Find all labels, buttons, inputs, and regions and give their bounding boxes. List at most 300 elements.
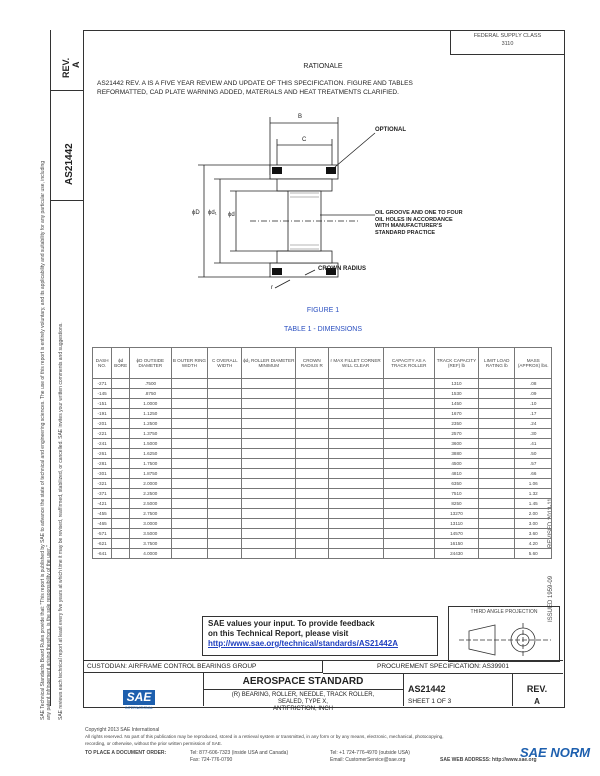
table-cell xyxy=(296,419,328,429)
table-cell: 2.00 xyxy=(515,509,552,519)
table-header-cell: CAPACITY AS A TRACK ROLLER xyxy=(383,348,434,379)
table-cell xyxy=(208,549,242,559)
table-cell: -145 xyxy=(93,389,112,399)
table-row xyxy=(93,469,552,479)
table-cell xyxy=(171,419,208,429)
table-cell xyxy=(171,539,208,549)
table-cell xyxy=(479,399,515,409)
table-cell: -221 xyxy=(93,429,112,439)
side-notice-text: SAE Technical Standards Board Rules provide that: "This report is published by SAE to advance the state of technical and engineering sciences. The use of this report is entirely voluntary, and its applicability and suitability for any particular use, including any patent infringement arising therefrom, is the sole responsibility of the user." xyxy=(40,160,52,720)
table-row xyxy=(93,479,552,489)
table-row xyxy=(93,379,552,389)
side-rev-value: A xyxy=(71,61,81,68)
table-cell: 1.45 xyxy=(515,499,552,509)
table-cell: 4.0000 xyxy=(130,549,172,559)
watermark-sae-norm: SAE NORM xyxy=(520,745,591,760)
table-cell xyxy=(242,539,296,549)
table-cell xyxy=(112,499,130,509)
table-cell xyxy=(112,469,130,479)
table-cell xyxy=(479,509,515,519)
table-body xyxy=(93,379,552,559)
table-cell xyxy=(112,529,130,539)
table-cell: 1.7500 xyxy=(130,459,172,469)
table-cell xyxy=(328,409,383,419)
fsc-label: FEDERAL SUPPLY CLASS xyxy=(473,33,542,39)
fig-label-b: B xyxy=(298,114,303,120)
table-cell: 1.8750 xyxy=(130,469,172,479)
table-cell xyxy=(112,419,130,429)
table-cell xyxy=(479,449,515,459)
table-cell: -261 xyxy=(93,449,112,459)
table-cell: 2350 xyxy=(434,419,478,429)
table-cell xyxy=(242,399,296,409)
table-cell xyxy=(208,419,242,429)
table-cell: -465 xyxy=(93,519,112,529)
table-cell xyxy=(383,399,434,409)
table-cell: 1.32 xyxy=(515,489,552,499)
revised-date: REVISED 2013-11 xyxy=(548,498,554,548)
table-cell: -371 xyxy=(93,489,112,499)
table-cell: 1310 xyxy=(434,379,478,389)
table-cell xyxy=(296,489,328,499)
side-doc-number: AS21442 xyxy=(64,143,75,185)
table-cell: 1.5000 xyxy=(130,439,172,449)
table-cell xyxy=(296,469,328,479)
fig-label-c: C xyxy=(302,137,307,143)
table-cell xyxy=(171,439,208,449)
table-cell xyxy=(112,549,130,559)
table-cell xyxy=(296,429,328,439)
rationale-line1: AS21442 REV. A IS A FIVE YEAR REVIEW AND UPDATE OF THIS SPECIFICATION. FIGURE AND TABLES xyxy=(97,80,413,87)
title-divider xyxy=(203,689,403,690)
table-cell xyxy=(479,409,515,419)
table-cell xyxy=(112,439,130,449)
table-cell: .10 xyxy=(515,399,552,409)
table-cell: -281 xyxy=(93,459,112,469)
table-cell xyxy=(328,439,383,449)
table-cell xyxy=(208,389,242,399)
table-cell xyxy=(112,379,130,389)
table-cell xyxy=(242,469,296,479)
table-cell xyxy=(112,519,130,529)
table-cell xyxy=(208,479,242,489)
table-cell: -241 xyxy=(93,439,112,449)
table-cell xyxy=(479,439,515,449)
table-cell: 2.0000 xyxy=(130,479,172,489)
fig-label-oil xyxy=(375,210,463,236)
table-cell xyxy=(383,509,434,519)
table-row xyxy=(93,419,552,429)
table-header-cell: LIMIT LOAD RATING lb xyxy=(479,348,515,379)
table-row xyxy=(93,399,552,409)
table-cell xyxy=(242,459,296,469)
table-cell: -621 xyxy=(93,539,112,549)
table-header-cell: TRACK CAPACITY (REF) lb xyxy=(434,348,478,379)
table-cell xyxy=(208,439,242,449)
table-cell: .30 xyxy=(515,429,552,439)
table-cell xyxy=(208,409,242,419)
title-desc-line1: (R) BEARING, ROLLER, NEEDLE, TRACK ROLLER, xyxy=(231,692,375,698)
sae-logo-sub: INTERNATIONAL xyxy=(125,706,153,710)
table-cell xyxy=(242,479,296,489)
table-header-row xyxy=(93,348,552,379)
table-cell xyxy=(296,479,328,489)
table-cell: 1.1250 xyxy=(130,409,172,419)
table-cell: 2.2500 xyxy=(130,489,172,499)
table-cell: 16150 xyxy=(434,539,478,549)
table-cell xyxy=(171,479,208,489)
table-cell xyxy=(296,399,328,409)
table-cell xyxy=(296,539,328,549)
table-cell xyxy=(296,379,328,389)
table-cell: 1450 xyxy=(434,399,478,409)
table-header-cell: r MAX FILLET CORNER WILL CLEAR xyxy=(328,348,383,379)
table-cell: -151 xyxy=(93,399,112,409)
table-cell: 7510 xyxy=(434,489,478,499)
table-row xyxy=(93,409,552,419)
title-sheet: SHEET 1 OF 3 xyxy=(408,698,452,705)
table-cell xyxy=(296,499,328,509)
table-cell xyxy=(171,519,208,529)
table-cell xyxy=(479,539,515,549)
table-cell xyxy=(242,409,296,419)
footer-web: SAE WEB ADDRESS: http://www.sae.org xyxy=(440,757,537,763)
table-row xyxy=(93,489,552,499)
table-cell xyxy=(296,439,328,449)
table-cell xyxy=(208,489,242,499)
dimensions-table xyxy=(92,347,552,559)
table-cell xyxy=(112,449,130,459)
table-cell xyxy=(328,489,383,499)
table-cell xyxy=(296,459,328,469)
table-cell xyxy=(171,449,208,459)
table-cell: 4810 xyxy=(434,469,478,479)
table-cell xyxy=(208,539,242,549)
table-row xyxy=(93,389,552,399)
table-cell xyxy=(383,389,434,399)
table-cell: .08 xyxy=(515,379,552,389)
table-cell xyxy=(328,479,383,489)
table-cell xyxy=(171,389,208,399)
table-cell: 6350 xyxy=(434,479,478,489)
feedback-box xyxy=(202,616,438,656)
table-cell xyxy=(479,499,515,509)
table-cell xyxy=(242,509,296,519)
custodian-text: CUSTODIAN: AIRFRAME CONTROL BEARINGS GROUP xyxy=(87,663,257,670)
table-cell xyxy=(479,419,515,429)
table-cell xyxy=(296,389,328,399)
table-cell xyxy=(242,529,296,539)
table-cell xyxy=(171,549,208,559)
table-cell xyxy=(112,399,130,409)
table-cell: 3600 xyxy=(434,439,478,449)
table-cell xyxy=(296,529,328,539)
table-cell xyxy=(328,429,383,439)
table-cell xyxy=(112,509,130,519)
table-cell xyxy=(242,389,296,399)
table-cell: 3.0000 xyxy=(130,519,172,529)
table-cell xyxy=(112,479,130,489)
table-cell: 3.00 xyxy=(515,519,552,529)
table-cell: 5.60 xyxy=(515,549,552,559)
table-cell xyxy=(208,379,242,389)
table-cell: .66 xyxy=(515,469,552,479)
table-cell xyxy=(171,399,208,409)
table-cell: -321 xyxy=(93,479,112,489)
table-row xyxy=(93,439,552,449)
table-cell xyxy=(328,499,383,509)
table-cell xyxy=(479,479,515,489)
table-cell: .17 xyxy=(515,409,552,419)
fig-oil-line1: OIL GROOVE AND ONE TO FOUR xyxy=(375,210,463,216)
projection-label: THIRD ANGLE PROJECTION xyxy=(470,609,538,615)
table-cell xyxy=(383,489,434,499)
table-cell xyxy=(208,529,242,539)
table-cell: 2.7500 xyxy=(130,509,172,519)
table-cell xyxy=(383,379,434,389)
title-doc-number: AS21442 xyxy=(408,684,446,694)
table-cell: -301 xyxy=(93,469,112,479)
table-row xyxy=(93,429,552,439)
table-cell: .7500 xyxy=(130,379,172,389)
footer-email: Email: CustomerService@sae.org xyxy=(330,757,406,763)
table-cell: 8250 xyxy=(434,499,478,509)
table-cell xyxy=(242,379,296,389)
table-cell xyxy=(383,539,434,549)
table-row xyxy=(93,529,552,539)
table-cell: 24430 xyxy=(434,549,478,559)
table-cell xyxy=(208,429,242,439)
footer-copyright: Copyright 2013 SAE International xyxy=(85,727,160,733)
table-cell: 13110 xyxy=(434,519,478,529)
title-rev-value: A xyxy=(534,697,540,706)
table-row xyxy=(93,509,552,519)
table-cell: 4500 xyxy=(434,459,478,469)
table-cell: 3.7500 xyxy=(130,539,172,549)
table-cell xyxy=(112,429,130,439)
title-desc-line2: SEALED, TYPE X, xyxy=(278,699,328,705)
table-cell xyxy=(328,379,383,389)
table-cell xyxy=(242,439,296,449)
table-cell xyxy=(242,449,296,459)
fig-label-r: r xyxy=(271,285,273,291)
table-header-cell: ϕd₁ ROLLER DIAMETER MINIMUM xyxy=(242,348,296,379)
table-cell: .24 xyxy=(515,419,552,429)
bearing-figure xyxy=(180,105,480,305)
table-cell xyxy=(296,519,328,529)
table-cell: .09 xyxy=(515,389,552,399)
table-cell xyxy=(328,549,383,559)
table-cell xyxy=(242,489,296,499)
fig-label-crown: CROWN RADIUS xyxy=(318,266,366,272)
table-cell: -571 xyxy=(93,529,112,539)
title-rev-label: REV. xyxy=(526,684,548,694)
table-cell xyxy=(328,519,383,529)
table-cell xyxy=(479,469,515,479)
feedback-link[interactable]: http://www.sae.org/technical/standards/AS21442A xyxy=(208,639,398,648)
table-cell: -271 xyxy=(93,379,112,389)
fsc-code: 3110 xyxy=(501,41,514,47)
table-cell: 1530 xyxy=(434,389,478,399)
left-column xyxy=(50,30,84,706)
table-cell xyxy=(296,449,328,459)
table-row xyxy=(93,499,552,509)
table-cell xyxy=(208,509,242,519)
fig-label-od: ϕD xyxy=(192,210,200,216)
rationale-heading: RATIONALE xyxy=(303,63,343,70)
side-notice2: SAE reviews each technical report at least every five years at which time it may be revised, reaffirmed, stabilized, or cancelled. SAE invites your written comments and suggestions. xyxy=(58,322,64,720)
table-cell xyxy=(171,429,208,439)
table-cell xyxy=(328,509,383,519)
table-cell xyxy=(208,459,242,469)
fig-oil-line2: OIL HOLES IN ACCORDANCE xyxy=(375,216,453,223)
table-cell xyxy=(112,389,130,399)
table-cell xyxy=(328,469,383,479)
table-header-cell: MASS (APPROX) lbs. xyxy=(515,348,552,379)
table-cell xyxy=(242,519,296,529)
table-cell xyxy=(383,459,434,469)
table-cell xyxy=(479,489,515,499)
table-cell xyxy=(479,549,515,559)
table-cell xyxy=(383,409,434,419)
feedback-line1: SAE values your input. To provide feedback xyxy=(208,619,375,628)
procurement-cell xyxy=(323,660,563,674)
table-cell: 1.0000 xyxy=(130,399,172,409)
table-cell xyxy=(171,459,208,469)
table-cell xyxy=(171,509,208,519)
table-cell: -191 xyxy=(93,409,112,419)
table-cell xyxy=(208,449,242,459)
fsc-box xyxy=(450,30,564,55)
table-cell xyxy=(383,439,434,449)
procurement-text: PROCUREMENT SPECIFICATION: AS39901 xyxy=(377,663,509,670)
table-cell xyxy=(479,429,515,439)
table-row xyxy=(93,539,552,549)
table-cell xyxy=(479,459,515,469)
table-header-cell: ϕd BORE xyxy=(112,348,130,379)
table-cell: .8750 xyxy=(130,389,172,399)
table-row xyxy=(93,519,552,529)
rationale-line2: REFORMATTED, CAD PLATE WARNING ADDED, MATERIALS AND HEAT TREATMENTS CLARIFIED. xyxy=(97,89,399,96)
table-header-cell: CROWN RADIUS R xyxy=(296,348,328,379)
table-cell xyxy=(208,519,242,529)
table-cell xyxy=(112,459,130,469)
table-cell xyxy=(171,409,208,419)
footer-rights2: recording, or otherwise, without the prior written permission of SAE. xyxy=(85,741,223,746)
table-cell xyxy=(171,379,208,389)
table-cell xyxy=(383,519,434,529)
table-header-cell: C OVERALL WIDTH xyxy=(208,348,242,379)
table-cell xyxy=(296,409,328,419)
table-row xyxy=(93,549,552,559)
table-header-cell: B OUTER RING WIDTH xyxy=(171,348,208,379)
table-cell xyxy=(383,429,434,439)
rev-cell xyxy=(51,30,84,91)
table-cell: -201 xyxy=(93,419,112,429)
table-cell xyxy=(383,469,434,479)
sae-logo: SAE xyxy=(123,690,155,705)
table-cell xyxy=(383,479,434,489)
table-cell: 13270 xyxy=(434,509,478,519)
table-cell xyxy=(328,459,383,469)
table-header-cell: DASH NO. xyxy=(93,348,112,379)
projection-box xyxy=(448,606,560,662)
table-cell xyxy=(242,549,296,559)
table-cell xyxy=(479,389,515,399)
aero-standard: AEROSPACE STANDARD xyxy=(242,676,364,687)
table-cell xyxy=(171,469,208,479)
side-rev-label: REV. xyxy=(61,57,71,78)
title-desc-line3: ANTIFRICTION, INCH xyxy=(273,706,333,712)
table-cell: -421 xyxy=(93,499,112,509)
table-row xyxy=(93,459,552,469)
footer-fax: Fax: 724-776-0790 xyxy=(190,757,233,763)
table-cell: 4.20 xyxy=(515,539,552,549)
fig-label-d: ϕd xyxy=(228,212,235,218)
table-cell: 1670 xyxy=(434,409,478,419)
table-cell: 14570 xyxy=(434,529,478,539)
table-cell xyxy=(328,419,383,429)
table-cell xyxy=(383,529,434,539)
table-cell xyxy=(328,529,383,539)
table-cell: 3880 xyxy=(434,449,478,459)
table-cell: 2570 xyxy=(434,429,478,439)
table-cell xyxy=(328,399,383,409)
table-cell xyxy=(208,469,242,479)
footer-tel: Tel: 877-606-7323 (inside USA and Canada) xyxy=(190,750,289,756)
custodian-cell xyxy=(83,660,323,673)
table-cell: 1.2500 xyxy=(130,419,172,429)
table-cell xyxy=(296,509,328,519)
table-cell xyxy=(112,489,130,499)
table-cell xyxy=(208,399,242,409)
table-cell: 2.5000 xyxy=(130,499,172,509)
table-cell xyxy=(328,449,383,459)
table-cell: -455 xyxy=(93,509,112,519)
title-desc xyxy=(203,692,403,713)
table-cell xyxy=(328,539,383,549)
table-cell: 3.60 xyxy=(515,529,552,539)
doc-number-cell xyxy=(51,90,84,201)
feedback-line2: on this Technical Report, please visit xyxy=(208,629,349,638)
footer-tel2: Tel: +1 724-776-4970 (outside USA) xyxy=(330,750,410,756)
table-cell xyxy=(479,379,515,389)
table-cell xyxy=(242,429,296,439)
table-cell: .41 xyxy=(515,439,552,449)
footer-rights: All rights reserved. No part of this publication may be reproduced, stored in a retrieval system or transmitted, in any form or by any means, electronic, mechanical, photocopying, xyxy=(85,734,444,739)
table-cell: 1.3750 xyxy=(130,429,172,439)
table-cell xyxy=(242,419,296,429)
table-cell xyxy=(328,389,383,399)
table-cell xyxy=(112,409,130,419)
table-cell: 1.06 xyxy=(515,479,552,489)
table-cell xyxy=(171,529,208,539)
side-notice xyxy=(40,160,52,720)
fig-label-optional: OPTIONAL xyxy=(375,127,406,133)
table-cell xyxy=(479,529,515,539)
fig-oil-line3: WITH MANUFACTURER'S xyxy=(375,223,442,229)
fig-label-pd: ϕd₁ xyxy=(208,210,217,216)
table-cell xyxy=(383,419,434,429)
table-cell: 1.6250 xyxy=(130,449,172,459)
figure-caption: FIGURE 1 xyxy=(306,307,340,314)
table-header-cell: ϕD OUTSIDE DIAMETER xyxy=(130,348,172,379)
table-cell: .57 xyxy=(515,459,552,469)
table-title: TABLE 1 - DIMENSIONS xyxy=(283,326,363,333)
table-cell: .50 xyxy=(515,449,552,459)
table-cell xyxy=(479,519,515,529)
footer-order: TO PLACE A DOCUMENT ORDER: xyxy=(85,750,167,756)
